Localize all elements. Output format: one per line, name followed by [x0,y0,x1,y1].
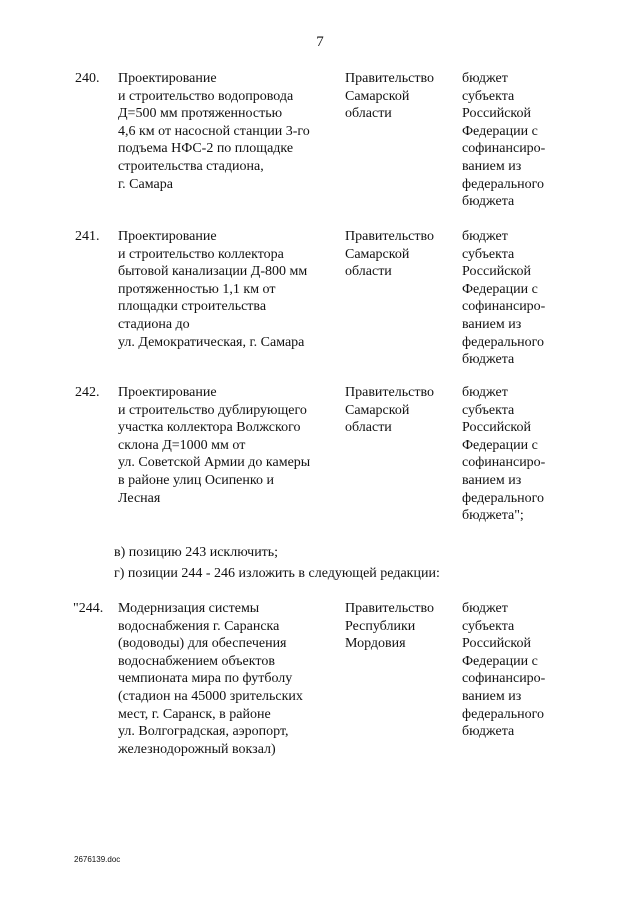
funding-source: бюджет субъекта Российской Федерации с софинансиро- ванием из федерального бюджета [462,71,546,210]
funding-source: бюджет субъекта Российской Федерации с софинансиро- ванием из федерального бюджета"; [462,385,546,524]
row-number: 242. [75,385,100,400]
project-name: Проектирование и строительство водопровода Д=500 мм протяженностью 4,6 км от насосной станции 3-го подъема НФС-2 по площадке строительства стадиона, г. Самара [118,71,310,192]
row-number: "244. [73,601,104,616]
responsible-executor: Правительство Самарской области [345,71,434,122]
funding-source: бюджет субъекта Российской Федерации с софинансиро- ванием из федерального бюджета [462,601,546,740]
instruction-restate-244-246: г) позиции 244 - 246 изложить в следующей редакции: [114,566,440,581]
responsible-executor: Правительство Самарской области [345,385,434,436]
project-name: Модернизация системы водоснабжения г. Саранска (водоводы) для обеспечения водоснабжением объектов чемпионата мира по футболу (стадион на 45000 зрительских мест, г. Саранск, в районе ул. Волгоградская, аэропорт, железнодорожный вокзал) [118,601,303,757]
row-number: 240. [75,71,100,86]
project-name: Проектирование и строительство дублирующего участка коллектора Волжского склона Д=1000 мм от ул. Советской Армии до камеры в районе улиц Осипенко и Лесная [118,385,311,506]
funding-source: бюджет субъекта Российской Федерации с софинансиро- ванием из федерального бюджета [462,229,546,368]
responsible-executor: Правительство Республики Мордовия [345,601,434,652]
row-number: 241. [75,229,100,244]
instruction-delete-243: в) позицию 243 исключить; [114,545,279,560]
responsible-executor: Правительство Самарской области [345,229,434,280]
project-name: Проектирование и строительство коллектора бытовой канализации Д-800 мм протяженностью 1,1 км от площадки строительства стадиона до ул. Демократическая, г. Самара [118,229,308,350]
page-number: 7 [316,34,324,50]
document-filename: 2676139.doc [74,855,121,864]
